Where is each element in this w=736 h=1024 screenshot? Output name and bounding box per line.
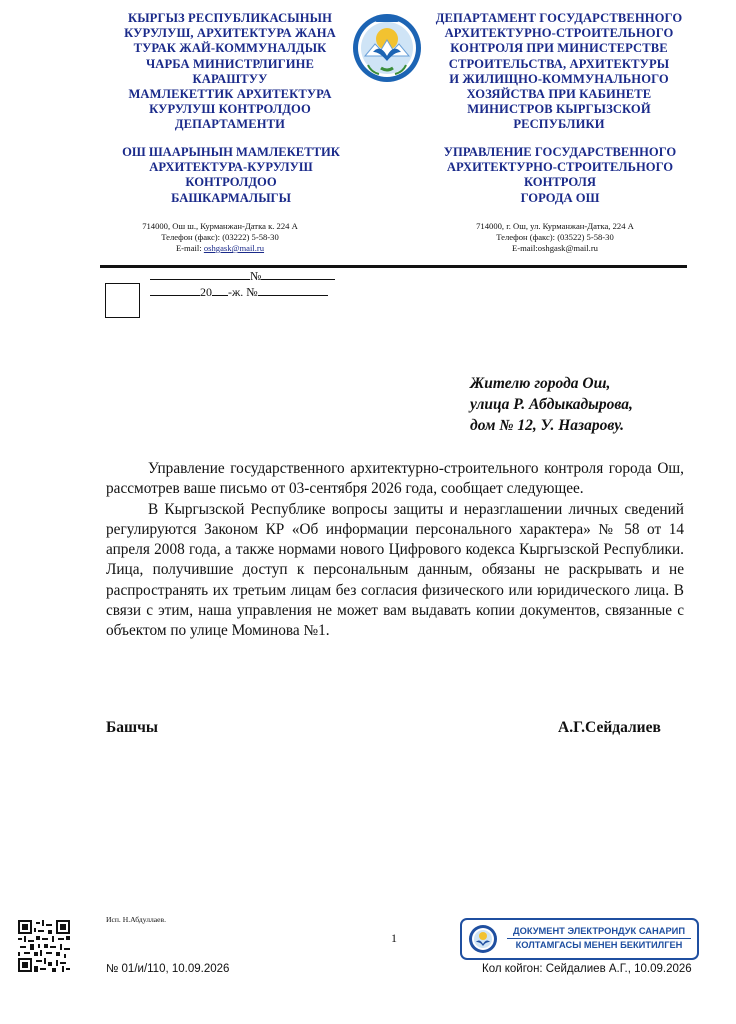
- sub-org-russian: УПРАВЛЕНИЕ ГОСУДАРСТВЕННОГО АРХИТЕКТУРНО-СТРОИТЕЛЬНОГО КОНТРОЛЯ ГОРОДА ОШ: [443, 145, 677, 205]
- number-sign: №: [250, 269, 262, 283]
- sub-org-kyrgyz: ОШ ШААРЫНЫН МАМЛЕКЕТТИК АРХИТЕКТУРА-КУРУЛУШ КОНТРОЛДОО БАШКАРМАЛЫГЫ: [122, 145, 340, 205]
- blank-field: [261, 268, 335, 280]
- address-line: 714000, Ош ш., Курманжан-Датка к. 224 А: [142, 221, 298, 231]
- signatory-name: А.Г.Сейдалиев: [558, 719, 661, 736]
- addressee: Жителю города Ош, улица Р. Абдыкадырова, дом № 12, У. Назарову.: [470, 375, 633, 434]
- email-line: E-mail:oshgask@mail.ru: [512, 243, 598, 253]
- registration-line-1: [150, 268, 335, 284]
- body-paragraph: В Кыргызской Республике вопросы защиты и неразглашении личных сведений регулируются Законом КР «Об информации персонального характера» № 58 от 14 апреля 2008 года, а также нормами нового Цифрового кодекса Кыргызской Республики. Лица, получившие доступ к персональным данным, обязаны не раскрывать и не распространять их третьим лицам без согласия физического или юридического лица. В связи с этим, наша управления не может вам выдавать копии документов, связанные с объектом по улице Моминова №1.: [106, 500, 684, 640]
- letter-body: [106, 459, 684, 642]
- signatory-role: Башчы: [106, 719, 158, 736]
- org-name-russian: ДЕПАРТАМЕНТ ГОСУДАРСТВЕННОГО АРХИТЕКТУРНО-СТРОИТЕЛЬНОГО КОНТРОЛЯ ПРИ МИНИСТЕРСТВЕ СТРОИТЕЛЬСТВА, АРХИТЕКТУРЫ И ЖИЛИЩНО-КОММУНАЛЬНОГО ХОЗЯЙСТВА ПРИ КАБИНЕТЕ МИНИСТРОВ КЫРГЫЗСКОЙ РЕСПУБЛИКИ: [435, 11, 683, 132]
- executor-note: Исп. Н.Абдуллаев.: [106, 915, 167, 924]
- org-name-kyrgyz: КЫРГЫЗ РЕСПУБЛИКАСЫНЫН КУРУЛУШ, АРХИТЕКТУРА ЖАНА ТУРАК ЖАЙ-КОММУНАЛДЫК ЧАРБА МИНИСТРЛИГИНЕ КАРАШТУУ МАМЛЕКЕТТИК АРХИТЕКТУРА КУРУЛУШ КОНТРОЛДОО ДЕПАРТАМЕНТИ: [124, 11, 336, 132]
- phone-line: Телефон (факс): (03222) 5-58-30: [161, 232, 279, 242]
- year-prefix: 20: [200, 285, 212, 299]
- qr-code-icon: [18, 920, 70, 972]
- e-signature-badge: [460, 918, 699, 960]
- phone-line: Телефон (факс): (03522) 5-58-30: [496, 232, 614, 242]
- email-label: E-mail:: [175, 243, 204, 253]
- page-number: 1: [391, 931, 397, 945]
- e-signature-icon: [468, 924, 498, 954]
- e-signature-line-2: КОЛТАМГАСЫ МЕНЕН БЕКИТИЛГЕН: [515, 940, 683, 950]
- number-suffix: -ж. №: [228, 285, 258, 299]
- blank-field: [150, 268, 250, 280]
- e-signature-line-1: ДОКУМЕНТ ЭЛЕКТРОНДУК САНАРИП: [512, 926, 686, 936]
- registration-line-2: [150, 284, 328, 300]
- stamp-box: [105, 283, 140, 318]
- blank-field: [212, 284, 228, 296]
- body-paragraph: Управление государственного архитектурно-строительного контроля города Ош, рассмотрев ваше письмо от 03-сентября 2026 года, сообщает следующее.: [106, 460, 684, 498]
- emblem-caption: КЫРГЫЗСТАН: [371, 8, 403, 13]
- e-signature-text: [505, 924, 693, 952]
- document-number: № 01/и/110, 10.09.2026: [106, 963, 230, 975]
- blank-field: [258, 284, 328, 296]
- email-line: [110, 243, 330, 254]
- signed-by: Кол койгон: Сейдалиев А.Г., 10.09.2026: [482, 963, 692, 975]
- address-kyrgyz: [110, 221, 330, 254]
- state-emblem-icon: [351, 12, 423, 84]
- blank-field: [150, 284, 200, 296]
- address-line: 714000, г. Ош, ул. Курманжан-Датка, 224 А: [476, 221, 634, 231]
- address-russian: [450, 221, 660, 254]
- email-link[interactable]: oshgask@mail.ru: [203, 243, 265, 253]
